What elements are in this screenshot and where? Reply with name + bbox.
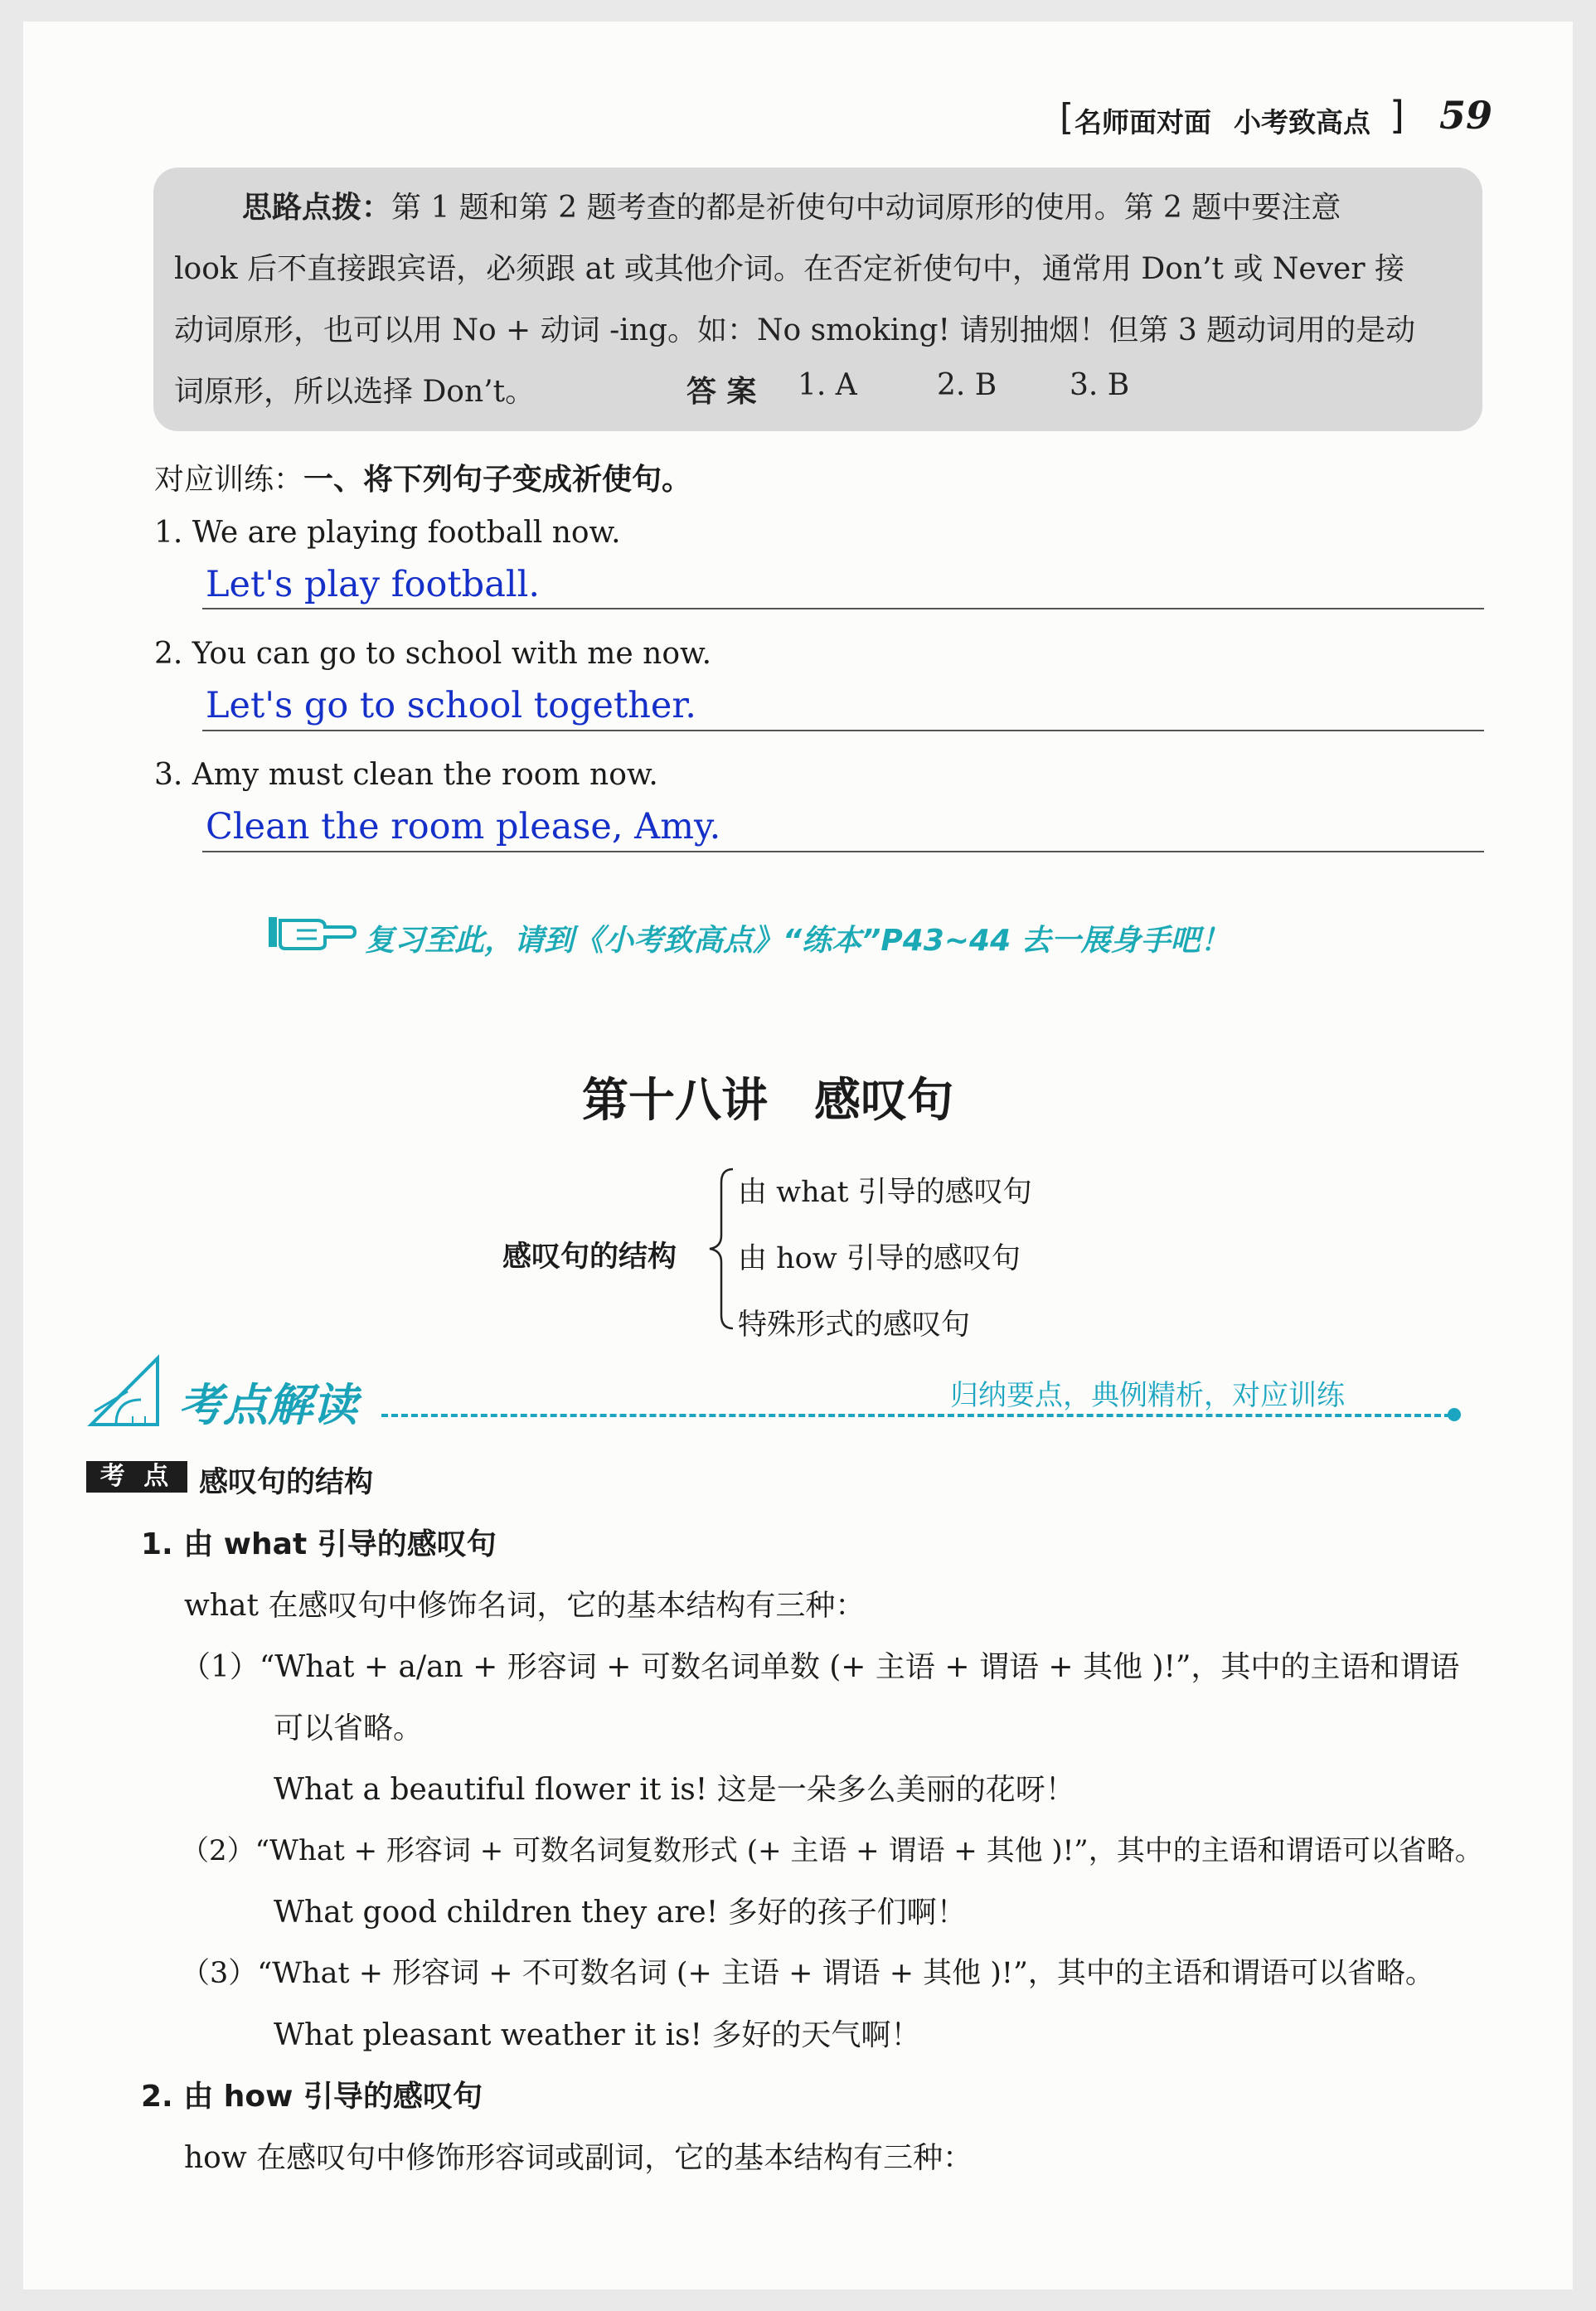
kaodian-title: 考点解读 [178, 1379, 357, 1431]
answer-line-2: Let's go to school together. [206, 685, 696, 726]
tip-title: 思路点拨： [242, 191, 392, 225]
structure-branch-special: 特殊形式的感叹句 [738, 1308, 971, 1342]
exercise-label-prefix: 对应训练： [154, 463, 304, 497]
answer-label: 答 案 [686, 375, 757, 409]
answer-3: 3. B [1070, 368, 1130, 402]
header-left-bracket: [ [1060, 96, 1075, 138]
tip-line-1 [242, 184, 1341, 226]
paragraph-what: what 在感叹句中修饰名词，它的基本结构有三种： [184, 1589, 866, 1623]
answer-rule-2 [202, 730, 1484, 731]
question-1: 1. We are playing football now. [154, 516, 621, 550]
answer-rule-1 [202, 608, 1484, 609]
question-2: 2. You can go to school with me now. [154, 637, 712, 671]
structure-2-example: What good children they are! 多好的孩子们啊！ [274, 1896, 967, 1930]
header-right-bracket: ] [1390, 93, 1404, 138]
structure-2-line: （2）“What + 形容词 + 可数名词复数形式 (+ 主语 + 谓语 + 其他 )!”，其中的主语和谓语可以省略。 [181, 1834, 1483, 1867]
kaodian-badge: 考 点 [86, 1461, 187, 1493]
answer-2: 2. B [937, 368, 997, 402]
heading-what: 1. 由 what 引导的感叹句 [141, 1527, 497, 1561]
structure-3-example: What pleasant weather it is! 多好的天气啊！ [274, 2018, 921, 2052]
answer-line-1: Let's play football. [206, 564, 541, 605]
paragraph-how: how 在感叹句中修饰形容词或副词，它的基本结构有三种： [184, 2141, 973, 2175]
tip-line-1-text: 第 1 题和第 2 题考查的都是祈使句中动词原形的使用。第 2 题中要注意 [391, 191, 1341, 225]
kaodian-dot [1448, 1408, 1461, 1421]
structure-branch-how: 由 how 引导的感叹句 [738, 1242, 1021, 1275]
structure-1-line-2: 可以省略。 [274, 1711, 424, 1745]
answer-line-3: Clean the room please, Amy. [206, 806, 721, 847]
header-book: 小考致高点 [1234, 106, 1370, 138]
structure-brace [706, 1166, 736, 1332]
tip-line-3: 动词原形，也可以用 No + 动词 -ing。如：No smoking! 请别抽烟！但第 3 题动词用的是动 [174, 313, 1416, 347]
answer-rule-3 [202, 851, 1484, 852]
answer-1: 1. A [798, 368, 857, 402]
exercise-label-bold: 一、将下列句子变成祈使句。 [303, 463, 692, 497]
structure-1-example: What a beautiful flower it is! 这是一朵多么美丽的花呀！ [274, 1773, 1075, 1807]
exercise-label [154, 456, 691, 498]
structure-branch-what: 由 what 引导的感叹句 [738, 1176, 1032, 1209]
page-number: 59 [1439, 93, 1493, 138]
header-series: 名师面对面 [1075, 106, 1211, 138]
structure-label: 感叹句的结构 [502, 1240, 677, 1274]
review-note: 复习至此，请到《小考致高点》“练本”P43~44 去一展身手吧！ [365, 924, 1230, 958]
structure-1-line-1: （1）“What + a/an + 形容词 + 可数名词单数 (+ 主语 + 谓语 + 其他 )!”，其中的主语和谓语 [181, 1650, 1460, 1684]
kaodian-dashed-line [381, 1414, 1451, 1417]
pointing-hand-icon [267, 912, 358, 954]
kaodian-badge-title: 感叹句的结构 [199, 1466, 374, 1499]
ruler-triangle-icon [83, 1353, 166, 1430]
tip-line-2: look 后不直接跟宾语，必须跟 at 或其他介词。在否定祈使句中，通常用 Don’t 或 Never 接 [174, 252, 1404, 286]
structure-3-line: （3）“What + 形容词 + 不可数名词 (+ 主语 + 谓语 + 其他 )!”，其中的主语和谓语可以省略。 [181, 1957, 1434, 1990]
lecture-title: 第十八讲 感叹句 [582, 1074, 953, 1128]
tip-line-4: 词原形，所以选择 Don’t。 [174, 375, 536, 409]
question-3: 3. Amy must clean the room now. [154, 758, 658, 792]
heading-how: 2. 由 how 引导的感叹句 [141, 2080, 483, 2114]
kaodian-subtitle: 归纳要点，典例精析，对应训练 [950, 1379, 1345, 1412]
